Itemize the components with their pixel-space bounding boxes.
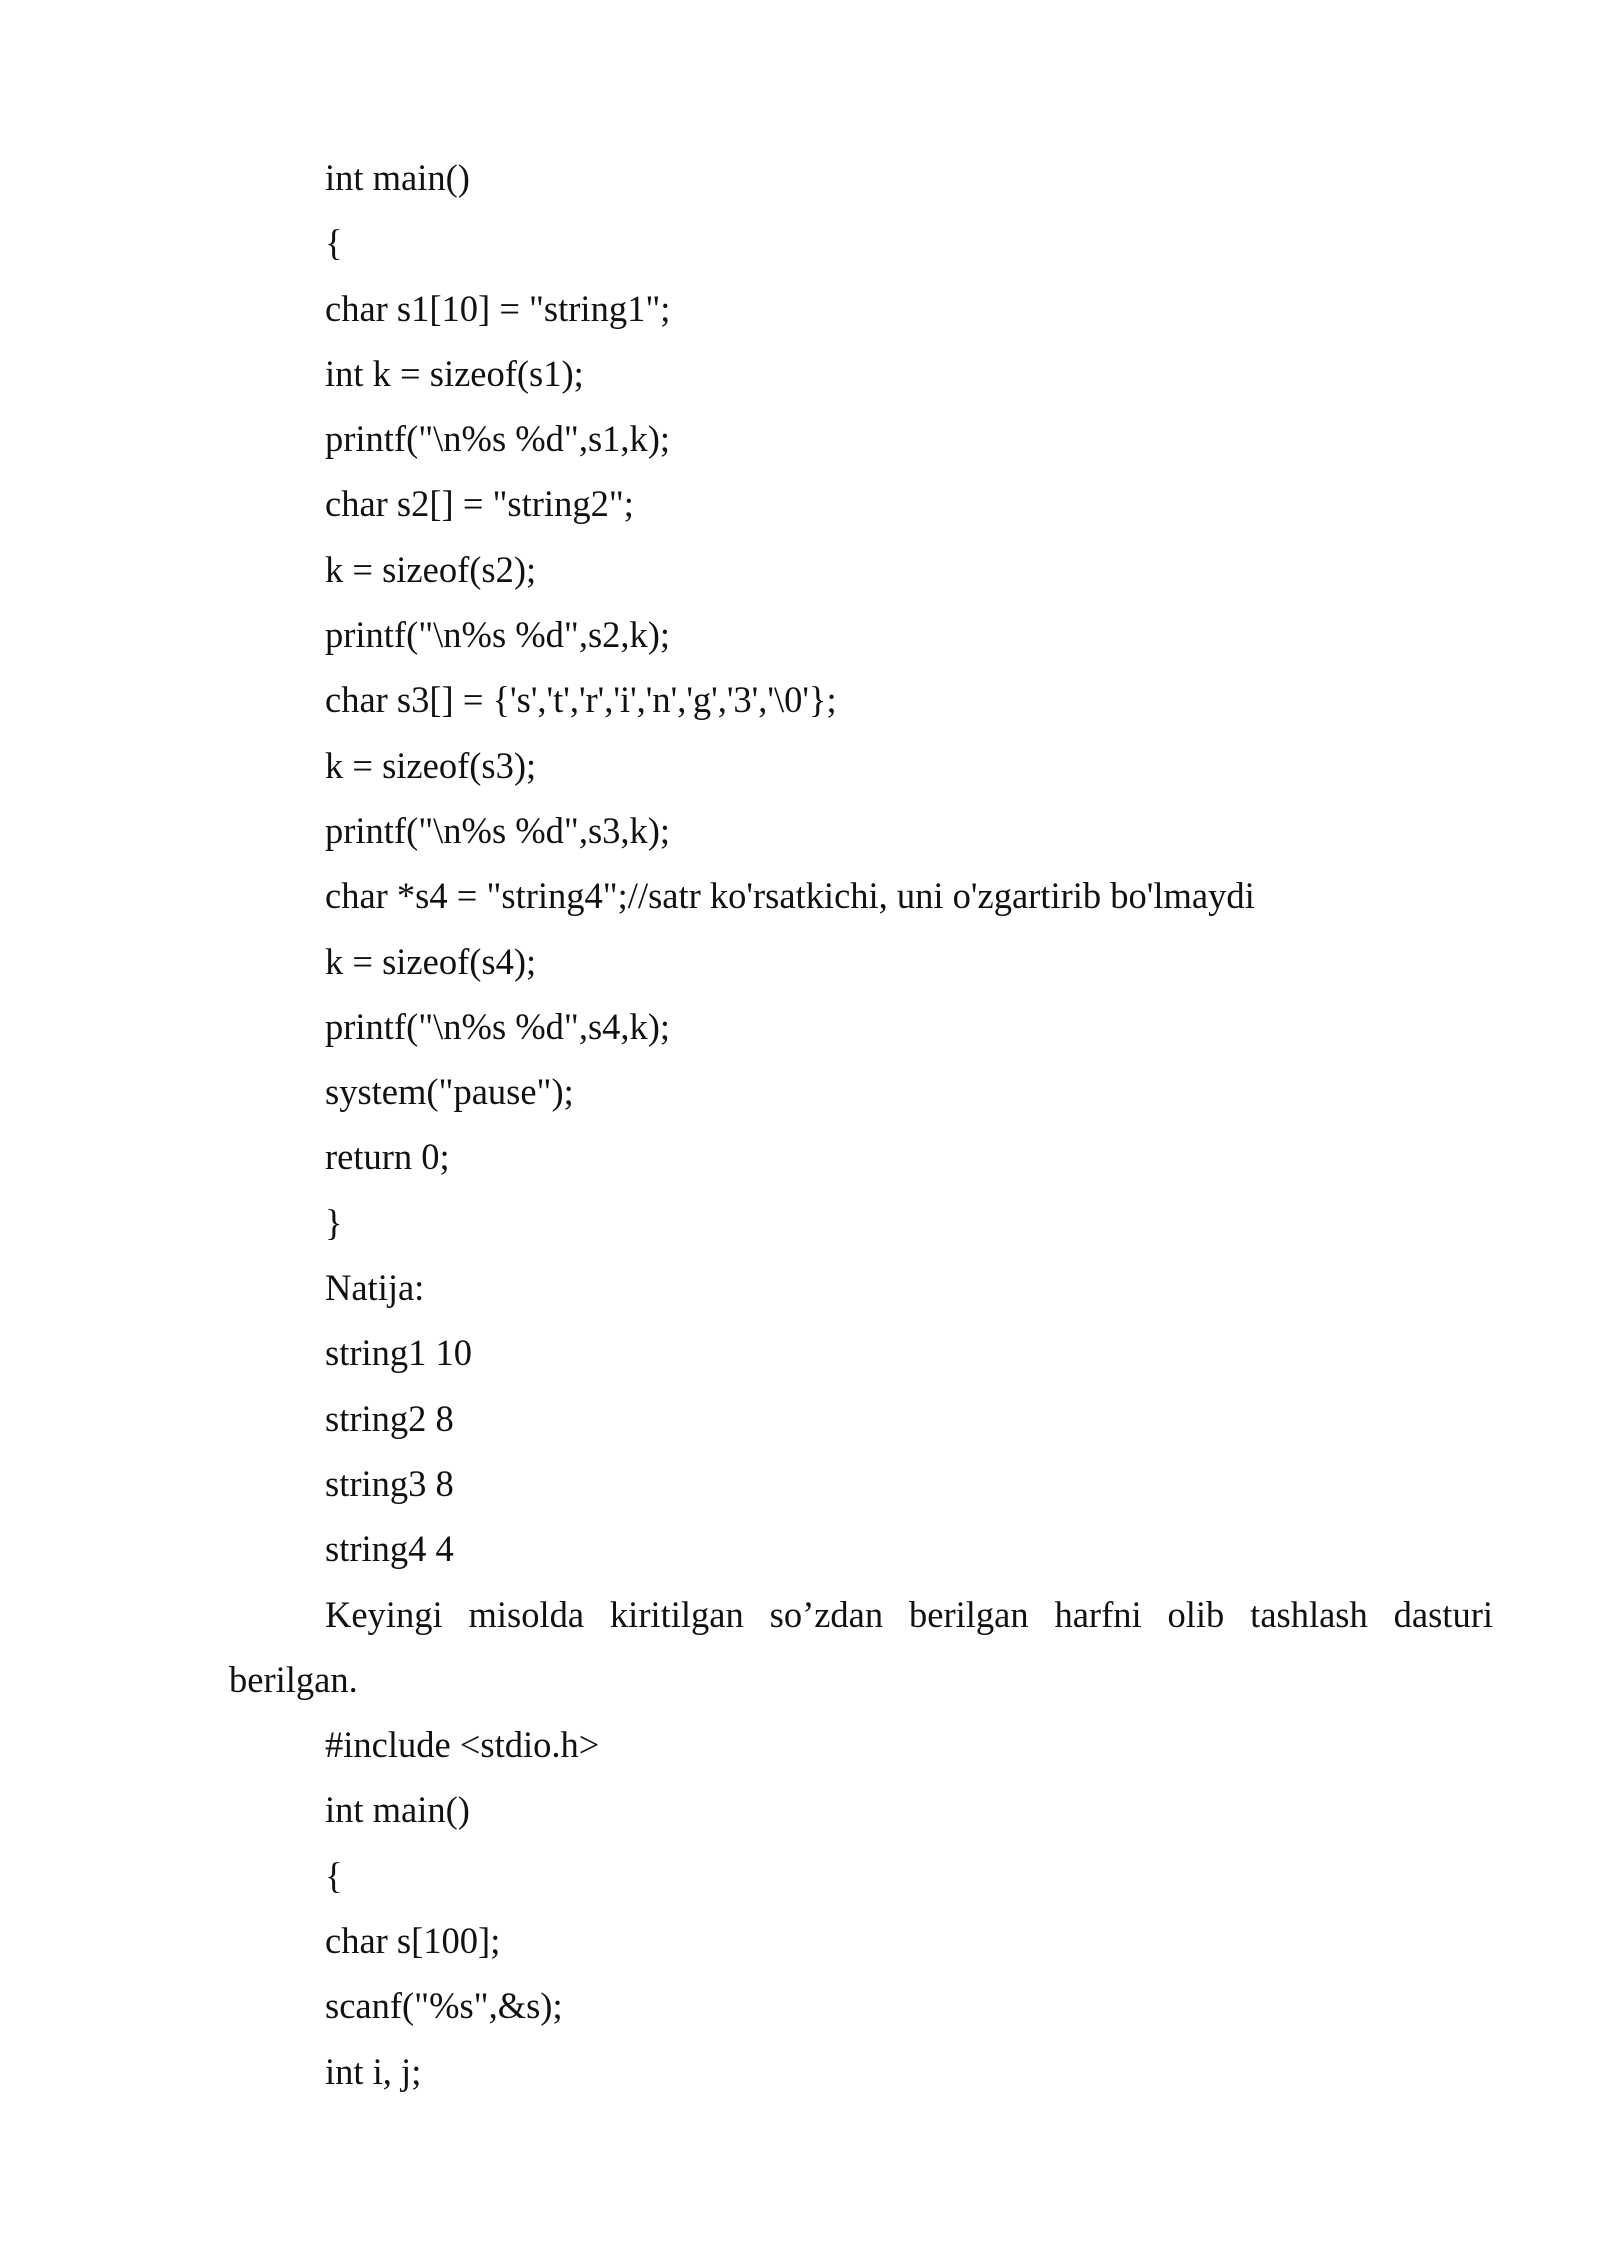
code-line: char s2[] = "string2";: [325, 483, 634, 525]
code-line: printf("\n%s %d",s1,k);: [325, 418, 671, 460]
code-line: char s1[10] = "string1";: [325, 287, 671, 329]
result-label: Natija:: [325, 1267, 425, 1309]
code-line: scanf("%s",&s);: [325, 1985, 563, 2027]
result-line: string2 8: [325, 1397, 454, 1439]
code-line: k = sizeof(s4);: [325, 940, 537, 982]
code-line: int main(): [325, 157, 470, 198]
code-line: char s[100];: [325, 1920, 501, 1962]
result-line: string3 8: [325, 1462, 454, 1504]
code-line: return 0;: [325, 1136, 450, 1178]
code-line: int i, j;: [325, 2050, 422, 2092]
paragraph-line: berilgan.: [229, 1658, 358, 1700]
body-paragraph: [229, 1582, 1493, 1713]
code-line: system("pause");: [325, 1071, 574, 1113]
code-line: {: [325, 222, 343, 264]
code-line: int k = sizeof(s1);: [325, 352, 584, 394]
code-line: #include <stdio.h>: [325, 1724, 600, 1766]
code-line: char s3[] = {'s','t','r','i','n','g','3','\0'};: [325, 679, 837, 721]
code-line: k = sizeof(s3);: [325, 744, 537, 786]
result-line: string1 10: [325, 1332, 473, 1374]
code-block-1: [229, 145, 1493, 1255]
code-line: }: [325, 1201, 343, 1243]
code-line: printf("\n%s %d",s3,k);: [325, 809, 671, 851]
code-block-2: [229, 1712, 1493, 2104]
result-output: [229, 1320, 1493, 1581]
code-line: printf("\n%s %d",s2,k);: [325, 614, 671, 656]
result-line: string4 4: [325, 1528, 454, 1570]
code-line: k = sizeof(s2);: [325, 548, 537, 590]
code-line: printf("\n%s %d",s4,k);: [325, 1005, 671, 1047]
code-line: {: [325, 1854, 343, 1896]
paragraph-line: Keyingi misolda kiritilgan so’zdan berilgan harfni olib tashlash dasturi: [325, 1593, 1493, 1635]
code-line: char *s4 = "string4";//satr ko'rsatkichi, uni o'zgartirib bo'lmaydi: [325, 875, 1255, 917]
page-content: [229, 145, 1493, 2104]
code-line: int main(): [325, 1789, 470, 1831]
